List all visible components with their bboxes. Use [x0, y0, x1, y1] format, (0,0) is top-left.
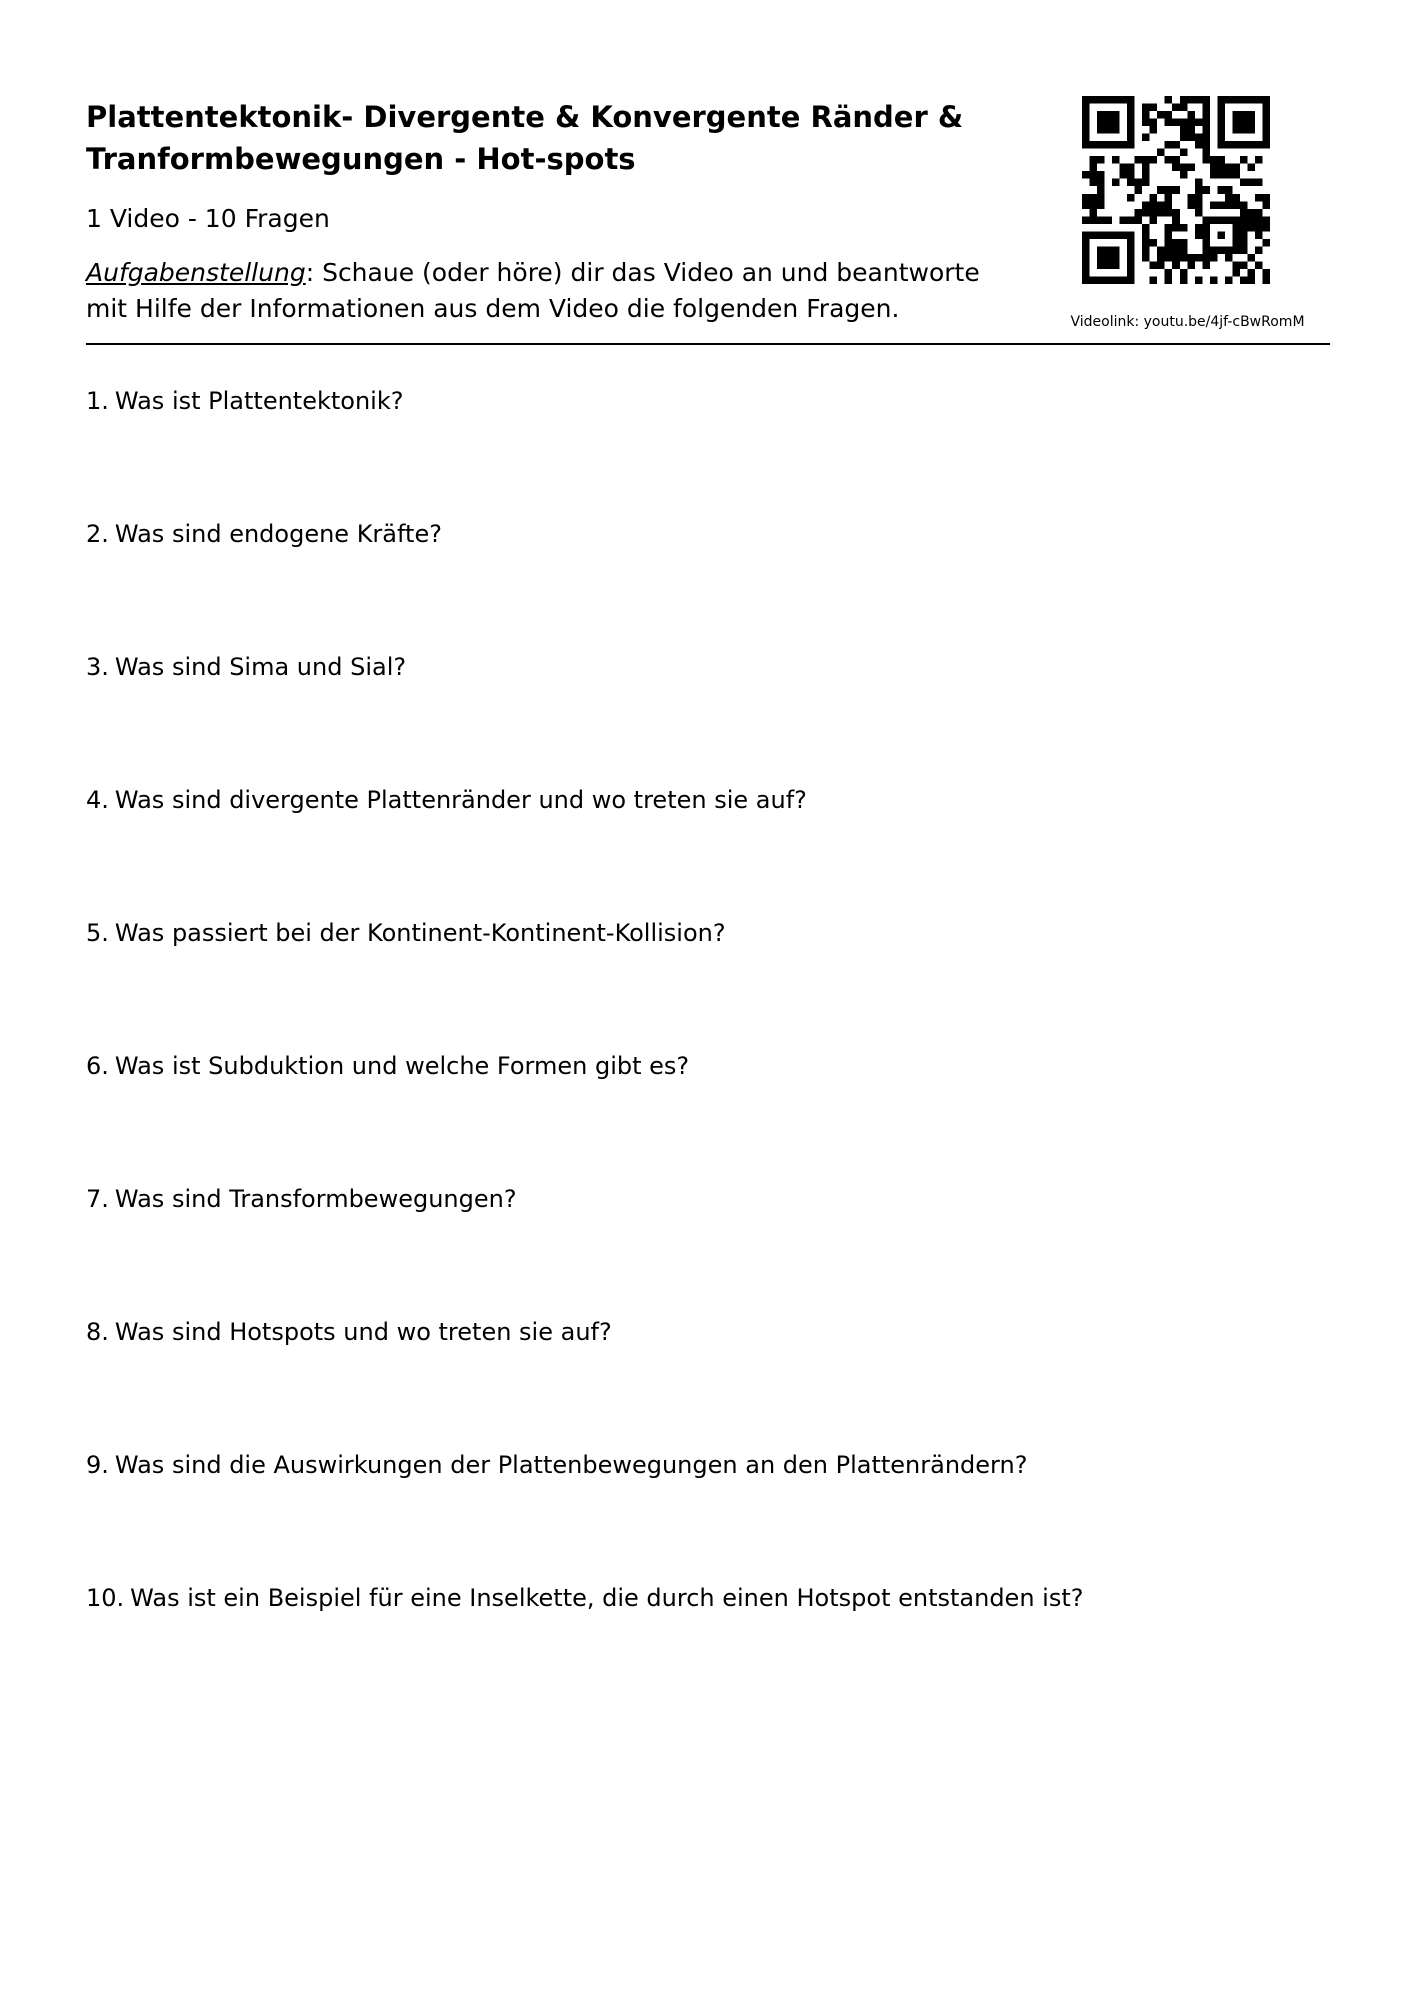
question-text: Was sind endogene Kräfte?	[114, 520, 442, 548]
task-instructions	[86, 255, 1026, 327]
worksheet-header	[86, 96, 1330, 344]
question-item	[86, 1582, 1330, 1715]
question-text: Was ist Plattentektonik?	[114, 387, 404, 415]
question-number: 1.	[86, 387, 109, 415]
question-item	[86, 1316, 1330, 1449]
video-link[interactable]: Videolink: youtu.be/4jf-cBwRomM	[1070, 314, 1305, 330]
question-number: 6.	[86, 1052, 109, 1080]
question-text: Was sind Transformbewegungen?	[114, 1185, 517, 1213]
question-item	[86, 651, 1330, 784]
question-number: 8.	[86, 1318, 109, 1346]
question-text: Was ist Subduktion und welche Formen gibt es?	[114, 1052, 690, 1080]
question-number: 7.	[86, 1185, 109, 1213]
question-text: Was ist ein Beispiel für eine Inselkette, die durch einen Hotspot entstanden ist?	[130, 1584, 1084, 1612]
question-number: 5.	[86, 919, 109, 947]
question-item	[86, 385, 1330, 518]
question-text: Was sind die Auswirkungen der Plattenbewegungen an den Plattenrändern?	[114, 1451, 1028, 1479]
question-number: 3.	[86, 653, 109, 681]
question-number: 4.	[86, 786, 109, 814]
question-item	[86, 784, 1330, 917]
qr-code-icon	[1082, 96, 1270, 284]
page-title: Plattentektonik- Divergente & Konvergente Ränder & Tranformbewegungen - Hot-spots	[86, 100, 964, 176]
question-text: Was passiert bei der Kontinent-Kontinent-Kollision?	[114, 919, 726, 947]
question-text: Was sind divergente Plattenränder und wo treten sie auf?	[114, 786, 807, 814]
subtitle: 1 Video - 10 Fragen	[86, 204, 330, 233]
task-label: Aufgabenstellung	[86, 258, 306, 287]
question-text: Was sind Hotspots und wo treten sie auf?	[114, 1318, 612, 1346]
question-item	[86, 1183, 1330, 1316]
question-list	[86, 385, 1330, 1715]
question-number: 9.	[86, 1451, 109, 1479]
question-text: Was sind Sima und Sial?	[114, 653, 407, 681]
question-number: 10.	[86, 1584, 125, 1612]
question-item	[86, 518, 1330, 651]
question-item	[86, 1449, 1330, 1582]
question-item	[86, 1050, 1330, 1183]
header-divider	[86, 343, 1330, 345]
question-item	[86, 917, 1330, 1050]
task-text: : Schaue (oder höre) dir das Video an und beantworte mit Hilfe der Informationen aus dem Video die folgenden Fragen.	[86, 258, 980, 323]
question-number: 2.	[86, 520, 109, 548]
